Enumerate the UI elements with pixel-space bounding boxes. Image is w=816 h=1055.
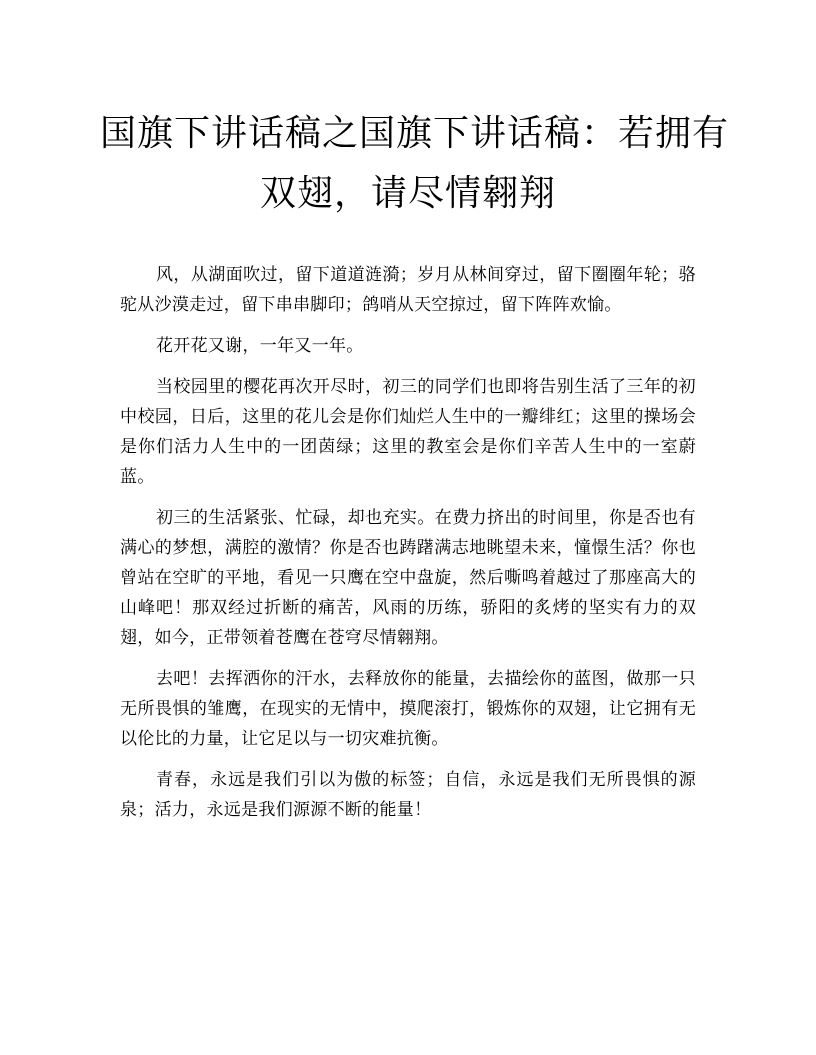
document-body xyxy=(120,260,696,836)
document-title xyxy=(100,104,730,224)
paragraph-4: 初三的生活紧张、忙碌，却也充实。在费力挤出的时间里，你是否也有满心的梦想，满腔的激情？你是否也踌躇满志地眺望未来，憧憬生活？你也曾站在空旷的平地，看见一只鹰在空中盘旋，然后嘶鸣着越过了那座高大的山峰吧！那双经过折断的痛苦，风雨的历练，骄阳的炙烤的坚实有力的双翅，如今，正带领着苍鹰在苍穹尽情翱翔。 xyxy=(120,508,696,648)
document-title-line-1: 国旗下讲话稿之国旗下讲话稿：若拥有 xyxy=(100,113,730,154)
paragraph-1: 风，从湖面吹过，留下道道涟漪；岁月从林间穿过，留下圈圈年轮；骆驼从沙漠走过，留下串串脚印；鸽哨从天空掠过，留下阵阵欢愉。 xyxy=(120,265,696,315)
paragraph-5: 去吧！去挥洒你的汗水，去释放你的能量，去描绘你的蓝图，做那一只无所畏惧的雏鹰，在现实的无情中，摸爬滚打，锻炼你的双翅，让它拥有无以伦比的力量，让它足以与一切灾难抗衡。 xyxy=(120,669,696,749)
document-title-line-2: 双翅，请尽情翱翔 xyxy=(259,173,556,214)
paragraph-2: 花开花又谢，一年又一年。 xyxy=(156,336,364,356)
paragraph-3: 当校园里的樱花再次开尽时，初三的同学们也即将告别生活了三年的初中校园，日后，这里的花儿会是你们灿烂人生中的一瓣绯红；这里的操场会是你们活力人生中的一团茵绿；这里的教室会是你们辛苦人生中的一室蔚蓝。 xyxy=(120,377,696,487)
paragraph-6: 青春，永远是我们引以为傲的标签；自信，永远是我们无所畏惧的源泉；活力，永远是我们源源不断的能量！ xyxy=(120,770,696,820)
